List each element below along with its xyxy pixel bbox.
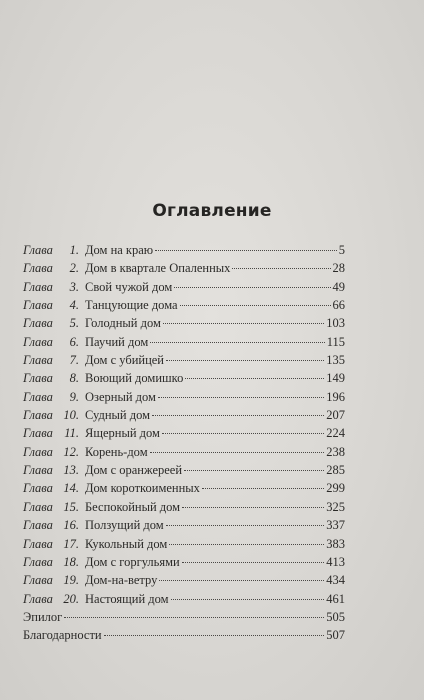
toc-entry (23, 555, 345, 573)
toc-list (23, 243, 345, 647)
chapter-number: 18. (63, 554, 79, 569)
toc-entry (23, 500, 345, 518)
chapter-label: Глава (23, 279, 53, 294)
page-number: 196 (326, 389, 345, 404)
page-number: 66 (332, 298, 345, 313)
toc-entry (23, 353, 345, 371)
chapter-label: Глава (23, 573, 53, 588)
chapter-label: Глава (23, 499, 53, 514)
toc-entry (23, 537, 345, 555)
chapter-title: Голодный дом (85, 316, 161, 331)
dot-leader (162, 433, 324, 434)
chapter-number: 2. (69, 261, 79, 276)
chapter-title: Беспокойный дом (85, 499, 181, 514)
chapter-label: Глава (23, 426, 53, 441)
chapter-number: 16. (63, 518, 79, 533)
toc-entry (23, 371, 345, 389)
chapter-number: 6. (69, 334, 79, 349)
dot-leader (152, 415, 324, 416)
chapter-title: Ящерный дом (85, 426, 160, 441)
chapter-label: Глава (23, 261, 53, 276)
chapter-number: 12. (63, 444, 79, 459)
chapter-number: 15. (63, 499, 79, 514)
page-number: 115 (326, 334, 345, 349)
toc-entry (23, 426, 345, 444)
chapter-title: Дом-на-ветру (85, 573, 158, 588)
dot-leader (64, 617, 324, 618)
chapter-label: Глава (23, 554, 53, 569)
chapter-title: Благодарности (23, 628, 102, 643)
chapter-title: Судный дом (85, 408, 151, 423)
page-number: 285 (326, 463, 345, 478)
chapter-label: Глава (23, 243, 53, 257)
chapter-label: Глава (23, 481, 53, 496)
page-number: 28 (332, 261, 345, 276)
toc-entry (23, 280, 345, 298)
page-number: 507 (326, 628, 345, 643)
page-number: 299 (326, 481, 345, 496)
chapter-number: 3. (69, 279, 79, 294)
chapter-label: Глава (23, 389, 53, 404)
chapter-number: 19. (63, 573, 79, 588)
dot-leader (104, 635, 325, 636)
toc-entry (23, 610, 345, 628)
chapter-label: Глава (23, 463, 53, 478)
page-number: 383 (326, 536, 345, 551)
dot-leader (150, 452, 325, 453)
chapter-title: Озерный дом (85, 389, 156, 404)
toc-title: Оглавление (152, 201, 272, 221)
toc-entry (23, 408, 345, 426)
dot-leader (180, 305, 331, 306)
dot-leader (166, 525, 325, 526)
dot-leader (155, 250, 337, 251)
dot-leader (232, 268, 330, 269)
page-number: 224 (326, 426, 345, 441)
dot-leader (202, 488, 324, 489)
chapter-number: 17. (63, 536, 79, 551)
page-number: 103 (326, 316, 345, 331)
chapter-number: 7. (69, 353, 79, 368)
toc-entry (23, 390, 345, 408)
dot-leader (169, 544, 324, 545)
chapter-title: Воющий домишко (85, 371, 184, 386)
chapter-title: Дом на краю (85, 243, 154, 257)
page-number: 413 (326, 554, 345, 569)
chapter-title: Дом в квартале Опаленных (85, 261, 231, 276)
dot-leader (171, 599, 325, 600)
chapter-title: Дом с оранжереей (85, 463, 183, 478)
page-number: 238 (326, 444, 345, 459)
chapter-title: Дом короткоименных (85, 481, 200, 496)
page-number: 461 (326, 591, 345, 606)
chapter-label: Глава (23, 298, 53, 313)
dot-leader (163, 323, 324, 324)
chapter-number: 9. (69, 389, 79, 404)
dot-leader (150, 342, 324, 343)
toc-entry (23, 298, 345, 316)
chapter-number: 5. (69, 316, 79, 331)
page-number: 337 (326, 518, 345, 533)
chapter-label: Глава (23, 353, 53, 368)
dot-leader (166, 360, 324, 361)
dot-leader (182, 507, 324, 508)
chapter-title: Дом с убийцей (85, 353, 164, 368)
toc-entry (23, 463, 345, 481)
toc-entry (23, 316, 345, 334)
chapter-label: Глава (23, 371, 53, 386)
page-number: 5 (338, 243, 345, 257)
toc-entry (23, 481, 345, 499)
chapter-number: 4. (69, 298, 79, 313)
chapter-title: Настоящий дом (85, 591, 169, 606)
chapter-label: Глава (23, 536, 53, 551)
chapter-label: Глава (23, 444, 53, 459)
chapter-title: Кукольный дом (85, 536, 168, 551)
toc-entry (23, 573, 345, 591)
toc-entry (23, 592, 345, 610)
toc-entry (23, 628, 345, 646)
chapter-title: Свой чужой дом (85, 279, 173, 294)
dot-leader (182, 562, 325, 563)
page-number: 434 (326, 573, 345, 588)
chapter-number: 1. (69, 243, 79, 257)
dot-leader (184, 470, 324, 471)
chapter-number: 10. (63, 408, 79, 423)
chapter-label: Глава (23, 408, 53, 423)
toc-entry (23, 261, 345, 279)
chapter-number: 8. (69, 371, 79, 386)
chapter-title: Танцующие дома (85, 298, 178, 313)
page-number: 505 (326, 609, 345, 624)
chapter-number: 11. (64, 426, 79, 441)
chapter-label: Глава (23, 518, 53, 533)
chapter-label: Глава (23, 316, 53, 331)
toc-entry (23, 518, 345, 536)
toc-entry (23, 335, 345, 353)
chapter-title: Корень-дом (85, 444, 148, 459)
chapter-number: 14. (63, 481, 79, 496)
chapter-number: 20. (63, 591, 79, 606)
chapter-title: Дом с горгульями (85, 554, 180, 569)
dot-leader (158, 397, 324, 398)
chapter-title: Эпилог (23, 609, 63, 624)
page-number: 135 (326, 353, 345, 368)
chapter-label: Глава (23, 334, 53, 349)
page-number: 49 (332, 279, 345, 294)
toc-entry (23, 445, 345, 463)
chapter-title: Паучий дом (85, 334, 149, 349)
page-number: 207 (326, 408, 345, 423)
page-number: 325 (326, 499, 345, 514)
chapter-number: 13. (63, 463, 79, 478)
chapter-title: Ползущий дом (85, 518, 164, 533)
dot-leader (159, 580, 324, 581)
dot-leader (174, 287, 330, 288)
chapter-label: Глава (23, 591, 53, 606)
toc-entry (23, 243, 345, 261)
page-number: 149 (326, 371, 345, 386)
dot-leader (185, 378, 324, 379)
